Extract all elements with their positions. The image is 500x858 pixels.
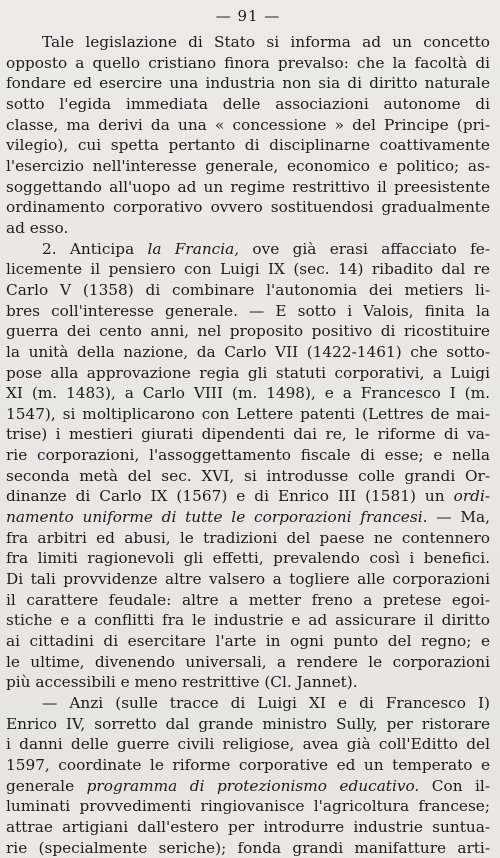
text-line: guerra dei cento anni, nel proposito positivo di ricostituire <box>6 322 490 341</box>
text-line: trise) i mestieri giurati dipendenti dai re, le riforme di va- <box>6 425 490 444</box>
text-line: 1597, coordinate le riforme corporative ed un temperato e <box>6 755 490 774</box>
text-line: più accessibili e meno restrittive (Cl. Jannet). <box>6 673 358 692</box>
text-line: fra arbitri ed abusi, le tradizioni del paese ne contennero <box>6 528 490 547</box>
paragraph-3 <box>6 693 490 858</box>
italic-text: programma di protezionismo educativo. <box>86 776 420 795</box>
text-run: dinanze di Carlo IX (1567) e di Enrico III (1581) un <box>6 487 454 506</box>
text-line: stiche e a conflitti fra le industrie e ad assicurare il diritto <box>6 611 490 630</box>
text-line <box>6 507 490 528</box>
text-run: generale <box>6 776 87 795</box>
text-line: la unità della nazione, da Carlo VII (1422-1461) che sotto- <box>6 342 490 361</box>
text-line: il carattere feudale: altre a metter freno a pretese egoi- <box>6 590 490 609</box>
text-line: Enrico IV, sorretto dal grande ministro Sully, per ristorare <box>6 714 490 733</box>
text-line: seconda metà del sec. XVI, si introdusse colle grandi Or- <box>6 466 490 485</box>
text-line: le ultime, divenendo universali, a rendere le corporazioni <box>6 652 490 671</box>
text-run: ove già erasi affacciato fe- <box>239 239 490 258</box>
text-line <box>6 239 490 260</box>
text-line: XI (m. 1483), a Carlo VIII (m. 1498), e a Francesco I (m. <box>6 384 490 403</box>
text-run: 2. Anticipa <box>42 239 148 258</box>
italic-text: ordi- <box>453 487 490 506</box>
text-line: soggettando all'uopo ad un regime restrittivo il preesistente <box>6 177 490 196</box>
text-line: rie (specialmente seriche); fonda grandi manifatture arti- <box>6 838 490 857</box>
text-line <box>6 486 490 507</box>
text-line: classe, ma derivi da una « concessione » del Principe (pri- <box>6 115 490 134</box>
text-line: Tale legislazione di Stato si informa ad un concetto <box>42 33 490 51</box>
text-line: Di tali provvidenze altre valsero a togliere alle corporazioni <box>6 570 490 589</box>
text-line: pose alla approvazione regia gli statuti corporativi, a Luigi <box>6 363 490 382</box>
text-line: fra limiti ragionevoli gli effetti, prevalendo così i benefici. <box>6 549 490 568</box>
text-run: — Ma, <box>427 508 490 527</box>
text-line: l'esercizio nell'interesse generale, economico e politico; as- <box>6 156 490 175</box>
text-line: — Anzi (sulle tracce di Luigi XI e di Francesco I) <box>42 694 490 712</box>
text-line: sotto l'egida immediata delle associazioni autonome di <box>6 94 490 113</box>
text-line: ai cittadini di esercitare l'arte in ogni punto del regno; e <box>6 632 490 651</box>
text-line: fondare ed esercire una industria non sia di diritto naturale <box>6 74 490 93</box>
text-run: Con il- <box>419 776 490 795</box>
text-line: Carlo V (1358) di combinare l'autonomia dei metiers li- <box>6 280 490 299</box>
text-line: opposto a quello cristiano finora prevalso: che la facoltà di <box>6 53 490 72</box>
text-line: bres coll'interesse generale. — E sotto i Valois, finita la <box>6 301 490 320</box>
paragraph-1 <box>6 32 490 239</box>
italic-text: la Francia, <box>147 239 240 258</box>
text-line <box>6 776 490 797</box>
text-line: ordinamento corporativo ovvero sostituendosi gradualmente <box>6 198 490 217</box>
text-line: attrae artigiani dall'estero per introdurre industrie suntua- <box>6 817 490 836</box>
paragraph-2 <box>6 239 490 693</box>
text-line: licemente il pensiero con Luigi IX (sec. 14) ribadito dal re <box>6 260 490 279</box>
text-line: luminati provvedimenti ringiovanisce l'agricoltura francese; <box>6 797 490 816</box>
page-number: — 91 — <box>215 7 281 25</box>
text-line: ad esso. <box>6 218 69 237</box>
text-line: 1547), si moltiplicarono con Lettere patenti (Lettres de mai- <box>6 404 490 423</box>
italic-text: namento uniforme di tutte le corporazioni francesi. <box>6 508 428 527</box>
text-line: vilegio), cui spetta pertanto di disciplinarne coattivamente <box>6 136 490 155</box>
text-line: rie corporazioni, l'assoggettamento fiscale di esse; e nella <box>6 446 490 465</box>
text-line: i danni delle guerre civili religiose, avea già coll'Editto del <box>6 735 490 754</box>
